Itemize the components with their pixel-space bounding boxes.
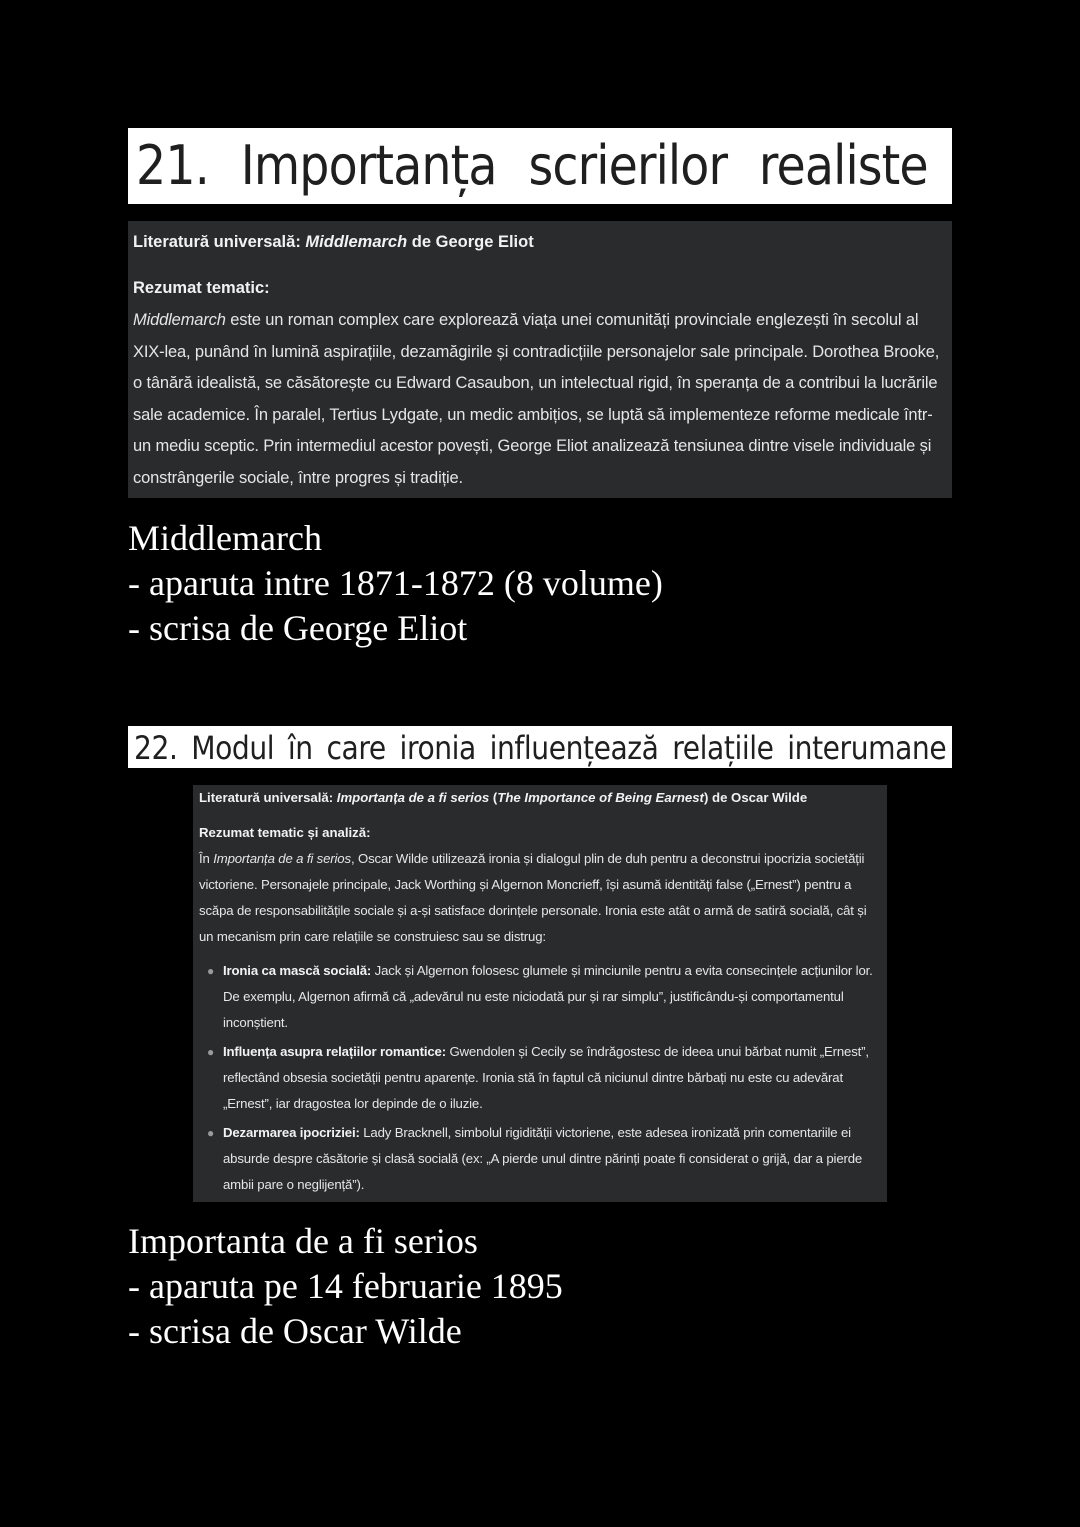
panel-subtitle: Rezumat tematic:	[133, 279, 270, 297]
section-22-heading	[128, 726, 952, 768]
section-21-heading	[128, 128, 952, 204]
notes-line: - aparuta pe 14 februarie 1895	[128, 1266, 563, 1306]
notes-title: Importanta de a fi serios	[128, 1221, 478, 1261]
notes-line: - scrisa de George Eliot	[128, 608, 468, 648]
list-item: ● Ironia ca mască socială: Jack și Algernon folosesc glumele și minciunile pentru a evita consecințele acțiunilor lor. De exemplu, Algernon afirmă că „adevărul nu este niciodată pur și rar simplu”, justificându-și comportamentul inconștient.	[223, 958, 881, 1036]
section-21-summary-panel	[128, 221, 952, 498]
analysis-bullet-list	[199, 958, 881, 1198]
list-item: ● Dezarmarea ipocriziei: Lady Bracknell, simbolul rigidității victoriene, este adesea ironizată prin comentariile ei absurde despre căsătorie și clasă socială (ex: „A pierde unul dintre părinți poate fi considerat o grijă, dar a pierde ambii pare o neglijență”).	[223, 1120, 881, 1198]
work-title-english: The Importance of Being Earnest	[497, 790, 704, 805]
notes-line: - scrisa de Oscar Wilde	[128, 1311, 462, 1351]
work-title-inline: Middlemarch	[133, 311, 226, 329]
section-22-heading-text: 22. Modul în care ironia influențează relațiile interumane	[134, 729, 947, 767]
section-22-summary-panel	[193, 785, 887, 1202]
bullet-icon: ●	[207, 1126, 215, 1140]
bullet-icon: ●	[207, 1045, 215, 1059]
panel-body: În Importanța de a fi serios, Oscar Wilde utilizează ironia și dialogul plin de duh pentru a deconstrui ipocrizia societății victoriene. Personajele principale, Jack Worthing și Algernon Moncrieff, își asumă identități false („Ernest”) pentru a scăpa de responsabilitățile sociale și a-și satisface dorințele personale. Ironia este atât o armă de satiră socială, cât și un mecanism prin care relațiile se construiesc sau se distrug:	[199, 851, 867, 944]
work-title: Middlemarch	[305, 233, 408, 251]
panel-body: Middlemarch este un roman complex care explorează viața unei comunități provinciale englezești în secolul al XIX-lea, punând în lumină aspirațiile, dezamăgirile și contradicțiile personajelor sale principale. Dorothea Brooke, o tânără idealistă, se căsătorește cu Edward Casaubon, un intelectual rigid, în speranța de a contribui la lucrările sale academice. În paralel, Tertius Lydgate, un medic ambițios, se luptă să implementeze reforme medicale într-un mediu sceptic. Prin intermediul acestor povești, George Eliot analizează tensiunea dintre visele individuale și constrângerile sociale, între progres și tradiție.	[133, 311, 940, 487]
work-title: Importanța de a fi serios	[336, 790, 490, 805]
bullet-icon: ●	[207, 964, 215, 978]
list-item: ● Influența asupra relațiilor romantice: Gwendolen și Cecily se îndrăgostesc de ideea unui bărbat numit „Ernest”, reflectând obsesia societății pentru aparențe. Ironia stă în faptul că niciunul dintre bărbați nu este cu adevărat „Ernest”, iar dragostea lor depinde de o iluzie.	[223, 1039, 881, 1117]
notes-title: Middlemarch	[128, 518, 322, 558]
panel-title: Literatură universală: Middlemarch de George Eliot	[133, 233, 534, 251]
panel-title: Literatură universală: Importanța de a fi serios (The Importance of Being Earnest) de Oscar Wilde	[199, 790, 808, 805]
section-22-notes	[128, 1219, 563, 1354]
panel-subtitle: Rezumat tematic și analiză:	[199, 825, 371, 840]
section-21-notes	[128, 516, 663, 651]
work-title-inline: Importanța de a fi serios	[213, 851, 351, 866]
section-21-heading-text: 21. Importanța scrierilor realiste	[136, 134, 928, 197]
notes-line: - aparuta intre 1871-1872 (8 volume)	[128, 563, 663, 603]
